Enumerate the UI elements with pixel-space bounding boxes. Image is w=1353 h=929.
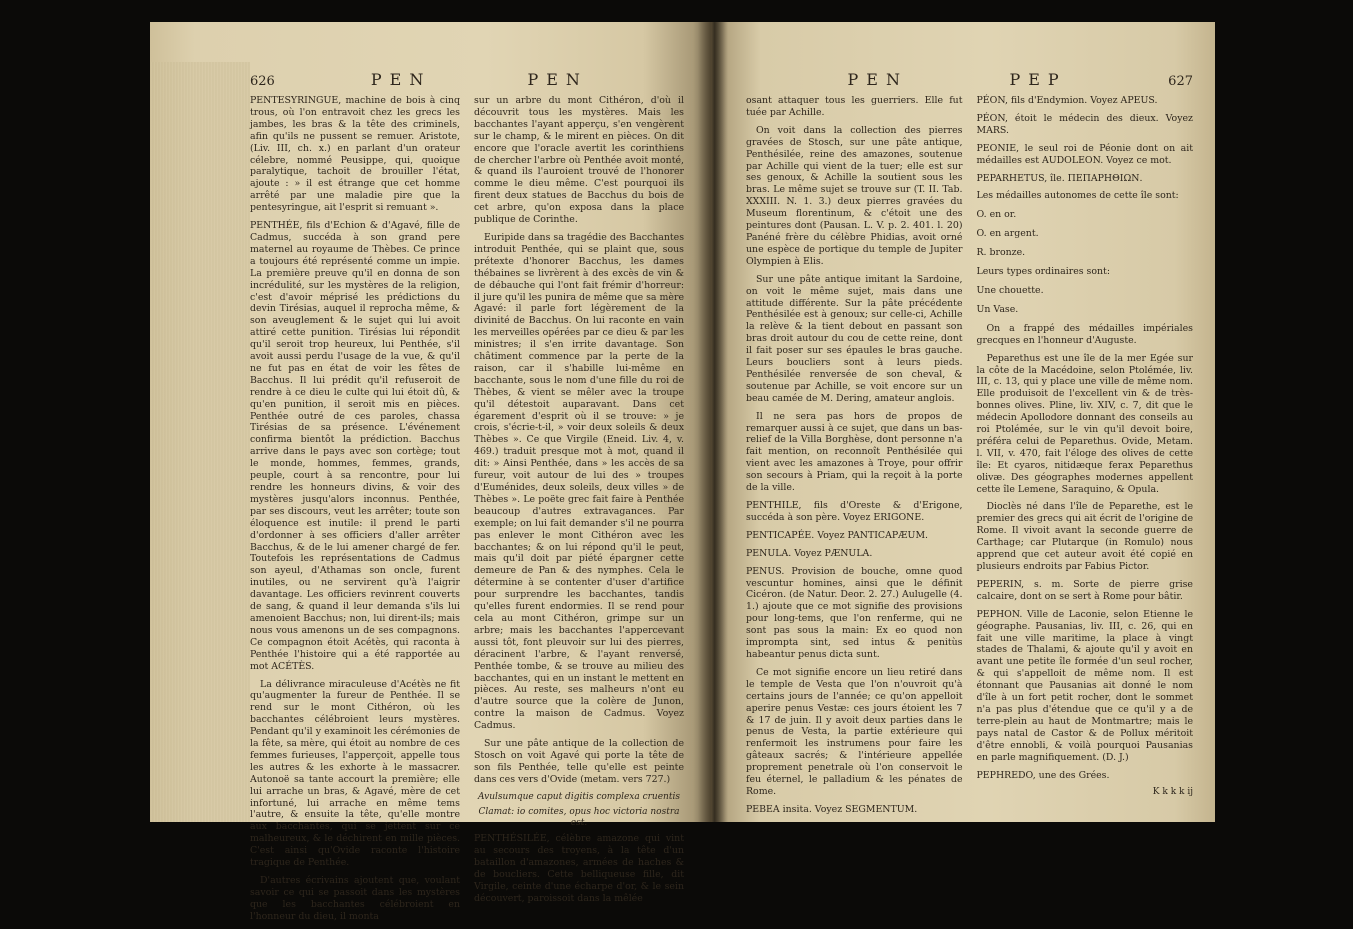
signature-mark: K k k k ij: [1152, 787, 1193, 798]
entry-paragraph: PENUS. Provision de bouche, omne quod vescuntur homines, ainsi que le définit Cicéron. (de Natur. Deor. 2. 27.) Aulugelle (4. 1.) ajoute que ce mot signifie des provisions pour long-tems, que l'on renferme, qui ne sont pas sous la main: Ex eo quod non imprompta sint, sed intus & penitùs habeantur penus dicta sunt.: [746, 565, 963, 660]
paragraph: Euripide dans sa tragédie des Bacchantes introduit Penthée, qui se plaint que, sous prétexte d'honorer Bacchus, les dames thébaines se livrèrent à des excès de vin & de débauche qui l'ont fait frémir d'horreur: il jure qu'il les punira de même que sa mère Agavé: il parle fort légèrement de la divinité de Bacchus. On lui raconte en vain les merveilles opérées par ce dieu & par les ministres; il s'en irrite davantage. Son châtiment commence par la perte de la raison, car il s'habille lui-même en bacchante, sous le nom d'une fille du roi de Thèbes, & vient se mêler avec la troupe qu'il détestoit auparavant. Dans cet égarement d'esprit où il se trouve: » je crois, s'écrie-t-il, » voir deux soleils & deux Thèbes ». Ce que Virgile (Eneid. Liv. 4, v. 469.) traduit presque mot à mot, quand il dit: » Ainsi Penthée, dans » les accès de sa fureur, voit autour de lui des » troupes d'Euménides, deux soleils, deux villes » de Thèbes ». Le poëte grec fait faire à Penthée beaucoup d'autres extravagances. Par exemple; on lui fait demander s'il ne pourra pas enlever le mont Cithéron avec les bacchantes; & on lui répond qu'il le peut, mais qu'il doit par piété épargner cette demeure de Pan & des nymphes. Cela le détermine à se contenter d'user d'artifice pour surprendre les bacchantes, tandis qu'elles furent endormies. Il se rend pour cela au mont Cithéron, grimpe sur un arbre; mais les bacchantes l'appercevant aussi tôt, font pleuvoir sur lui des pierres, déracinent l'arbre, & l'ayant renversé, Penthée tombe, & se trouve au milieu des bacchantes, qui en un instant le mettent en pièces. Au reste, ses malheurs n'ont eu d'autre source que la colère de Junon, contre la maison de Cadmus. Voyez Cadmus.: [474, 231, 684, 732]
paragraph: La délivrance miraculeuse d'Acétès ne fit qu'augmenter la fureur de Penthée. Il se rend sur le mont Cithéron, où les bacchantes célébroient leurs mystères. Pendant qu'il y examinoit les cérémonies de la fête, sa mère, qui étoit au nombre de ces femmes furieuses, l'apperçoit, appelle tous les autres & les exhorte à le massacrer. Autonoë sa tante accourt la première; elle lui arrache un bras, & Agavé, mère de cet infortuné, lui arrache en même tems l'autre, & ensuite la tête, qu'elle montre aux bacchantes, qui se jettent sur ce malheureux, & le déchirent en mille pièces. C'est ainsi qu'Ovide raconte l'histoire tragique de Penthée.: [250, 678, 460, 869]
entry-paragraph: PEPHREDO, une des Grées.: [976, 769, 1110, 781]
entry-paragraph: PENTESYRINGUE, machine de bois à cinq trous, où l'on entravoit chez les grecs les jambes, les bras & la tête des criminels, afin qu'ils ne pussent se remuer. Aristote, (Liv. III, ch. x.) en parlant d'un orateur célebre, nommé Peusippe, qui, quoique paralytique, tachoit de brouiller l'état, ajoute : » il est étrange que cet homme arrêté par une maladie pire que la pentesyringue, ait l'esprit si remuant ».: [250, 95, 460, 214]
list-line: O. en or.: [976, 209, 1017, 221]
open-book: [150, 22, 1215, 922]
paragraph: Peparethus est une île de la mer Egée sur la côte de la Macédoine, selon Ptolémée, liv. III, c. 13, qui y place une ville de même nom. Elle produisoit de l'excellent vin & de très-bonnes olives. Pline, liv. XIV, c. 7, dit que le médecin Apollodore donnant des conseils au roi Ptolémée, sur le vin qu'il devoit boire, préféra celui de Peparethus. Ovide, Metam. l. VII, v. 470, fait l'éloge des olives de cette île: Et cyaros, nitidæque ferax Peparethus olivæ. Des géographes modernes appellent cette île Lemene, Saraquino, & Opula.: [976, 352, 1193, 495]
entry-paragraph: PEPARHETUS, île. ΠΕΠΑΡΗΘΙΩΝ.: [976, 172, 1143, 184]
list-line: Les médailles autonomes de cette île sont:: [976, 190, 1179, 202]
running-headword: PEN: [847, 70, 908, 89]
list-line: Leurs types ordinaires sont:: [976, 266, 1110, 278]
left-page: [150, 22, 710, 922]
paragraph: Il ne sera pas hors de propos de remarquer aussi à ce sujet, que dans un bas-relief de la Villa Borghèse, dont personne n'a fait mention, on reconnoît Penthésilée qui vient avec les amazones à Troye, pour offrir son secours à Priam, qui la reçoit à la porte de la ville.: [746, 410, 963, 494]
entry-paragraph: PEONIE, le seul roi de Péonie dont on ait médailles est AUDOLEON. Voyez ce mot.: [976, 142, 1193, 166]
paragraph: osant attaquer tous les guerriers. Elle fut tuée par Achille.: [746, 95, 963, 118]
page-edges: [150, 62, 250, 822]
paragraph: sur un arbre du mont Cithéron, d'où il découvrit tous les mystères. Mais les bacchantes l'ayant apperçu, s'en vengèrent sur le champ, & le mirent en pièces. On dit encore que l'oracle avertit les corinthiens de chercher l'arbre où Penthée avoit monté, & quand ils l'auroient trouvé de l'honorer comme le dieu même. C'est pourquoi ils firent deux statues de Bacchus du bois de cet arbre, qu'on exposa dans la place publique de Corinthe.: [474, 95, 684, 226]
entry-paragraph: PENTHILE, fils d'Oreste & d'Erigone, succéda à son père. Voyez ERIGONE.: [746, 500, 963, 523]
list-line: R. bronze.: [976, 247, 1026, 259]
entry-paragraph: PENULA. Voyez PÆNULA.: [746, 547, 873, 559]
verse-line: Clamat: io comites, opus hoc victoria nostra est.: [478, 806, 680, 829]
paragraph: Ce mot signifie encore un lieu retiré dans le temple de Vesta que l'on n'ouvroit qu'à certains jours de l'année; ce qu'on appelloit aperire penus Vestæ: ces jours étoient les 7 & 17 de juin. Il y avoit deux parties dans le penus de Vesta, la partie extérieure qui renfermoit les instrumens pour faire les gâteaux sacrés; & l'intérieure appellée proprement penetrale où l'on conservoit le feu éternel, le palladium & les pénates de Rome.: [746, 666, 963, 797]
entry-paragraph: PENTHÉE, fils d'Echion & d'Agavé, fille de Cadmus, succéda à son grand pere maternel au royaume de Thèbes. Ce prince a toujours été représenté comme un impie. La première preuve qu'il en donna de son incrédulité, sur les mystères de la religion, c'est d'avoir méprisé les prédictions du devin Tirésias, auquel il reprocha même, & son aveuglement & le sujet qui lui avoit attiré cette punition. Tirésias lui répondit qu'il seroit trop heureux, lui Penthée, s'il avoit aussi perdu l'usage de la vue, & qu'il ne fut pas en état de voir les fêtes de Bacchus. Il lui prédit qu'il refuseroit de rendre à ce dieu le culte qui lui étoit dû, & qu'en punition, il seroit mis en pièces. Penthée outré de ces paroles, chassa Tirésias de sa présence. L'événement confirma bientôt la prédiction. Bacchus arrive dans le pays avec son cortège; tout le monde, hommes, femmes, grands, peuple, court à sa rencontre, pour lui rendre les honneurs divins, & voir des mystères jusqu'alors inconnus. Penthée, par ses discours, veut les arrêter; toute son éloquence est inutile: il prend le parti d'ordonner à ses officiers d'aller arrêter Bacchus, & de le lui amener chargé de fer. Toutefois les représentations de Cadmus son ayeul, d'Athamas son oncle, furent inutiles, ou ne servirent qu'à l'aigrir davantage. Les officiers revinrent couverts de sang, & quand il leur demanda s'ils lui amenoient Bacchus; non, lui dirent-ils; mais nous vous amenons un de ses compagnons. Ce compagnon étoit Acétès, qui raconta à Penthée l'histoire qui a été rapportée au mot ACÉTÈS.: [250, 220, 460, 672]
text-column: [474, 95, 684, 929]
page-number: 626: [250, 74, 275, 89]
list-line: O. en argent.: [976, 228, 1039, 240]
entry-paragraph: PÉON, fils d'Endymion. Voyez APEUS.: [976, 95, 1158, 106]
text-columns: [746, 95, 1193, 822]
paragraph: Dioclès né dans l'île de Peparethe, est le premier des grecs qui ait écrit de l'origine de Rome. Il vivoit avant la seconde guerre de Carthage; car Plutarque (in Romulo) nous apprend que cet auteur avoit été copié en plusieurs endroits par Fabius Pictor.: [976, 501, 1193, 572]
page-number: 627: [1168, 74, 1193, 89]
text-column: [250, 95, 460, 929]
text-columns: [250, 95, 684, 929]
list-line: Un Vase.: [976, 303, 1019, 315]
text-column: [746, 95, 963, 822]
paragraph: D'autres écrivains ajoutent que, voulant savoir ce qui se passoit dans les mystères que les bacchantes célébroient en l'honneur du dieu, il monta: [250, 875, 460, 922]
right-page: [710, 22, 1215, 822]
entry-paragraph: PENTHÉSILÉE, célèbre amazone qui vint au secours des troyens, à la tête d'un bataillon d'amazones, armées de haches & de boucliers. Cette belliqueuse fille, dit Virgile, ceinte d'une écharpe d'or, & le sein découvert, paroissoit dans la mêlée: [474, 833, 684, 904]
running-headword: PEN: [527, 70, 588, 89]
running-headword: PEP: [1009, 70, 1067, 89]
right-running-head: [746, 70, 1193, 89]
left-running-head: [250, 70, 684, 89]
paragraph: Sur une pâte antique imitant la Sardoine, on voit le même sujet, mais dans une attitude différente. Sur la pâte précédente Penthésilée est à genoux; sur celle-ci, Achille la relève & la tient debout en passant son bras droit autour du cou de cette reine, dont il fait poser sur ses épaules le bras gauche. Leurs boucliers sont à leurs pieds. Penthésilée renversée de son cheval, & soutenue par Achille, se voit encore sur un beau camée de M. Dering, amateur anglois.: [746, 273, 963, 404]
paragraph: On voit dans la collection des pierres gravées de Stosch, sur une pâte antique, Penthésilée, reine des amazones, soutenue par Achille qui vient de la tuer; elle est sur ses genoux, & Achille la soutient sous les bras. Le même sujet se trouve sur (T. II. Tab. XXXIII. N. 1. 3.) deux pierres gravées du Museum florentinum, & c'étoit une des peintures dont (Pausan. L. V. p. 2. 401. l. 20) Panéné frère du célèbre Phidias, avoit orné une espèce de portique du temple de Jupiter Olympien à Elis.: [746, 124, 963, 267]
entry-paragraph: PEPHON. Ville de Laconie, selon Etienne le géographe. Pausanias, liv. III, c. 26, qui en fait une ville maritime, la place à vingt stades de Thalami, & ajoute qu'il y avoit en avant une petite île formée d'un seul rocher, & qui s'appelloit de même nom. Il est étonnant que Pausanias ait donné le nom d'île à un fort petit rocher, dont le sommet n'a pas plus d'étendue que ce qu'il y a de terre-plein au haut de Montmartre; mais le pays natal de Castor & de Pollux méritoit d'être ennobli, & voilà pourquoi Pausanias en parle magnifiquement. (D. J.): [976, 608, 1193, 763]
entry-paragraph: PENTICAPÉE. Voyez PANTICAPÆUM.: [746, 529, 929, 541]
list-line: Une chouette.: [976, 284, 1044, 296]
paragraph: Sur une pâte antique de la collection de Stosch on voit Agavé qui porte la tête de son fils Penthée, telle qu'elle est peinte dans ces vers d'Ovide (metam. vers 727.): [474, 738, 684, 785]
entry-paragraph: PÉON, étoit le médecin des dieux. Voyez MARS.: [976, 112, 1193, 136]
paragraph: On a frappé des médailles impériales grecques en l'honneur d'Auguste.: [976, 322, 1193, 346]
entry-paragraph: PEPERIN, s. m. Sorte de pierre grise calcaire, dont on se sert à Rome pour bâtir.: [976, 578, 1193, 602]
text-column: [977, 95, 1194, 822]
running-headword: PEN: [370, 70, 432, 89]
entry-paragraph: PEBEA insita. Voyez SEGMENTUM.: [746, 803, 918, 815]
verse-line: Avulsumque caput digitis complexa cruentis: [478, 791, 680, 802]
